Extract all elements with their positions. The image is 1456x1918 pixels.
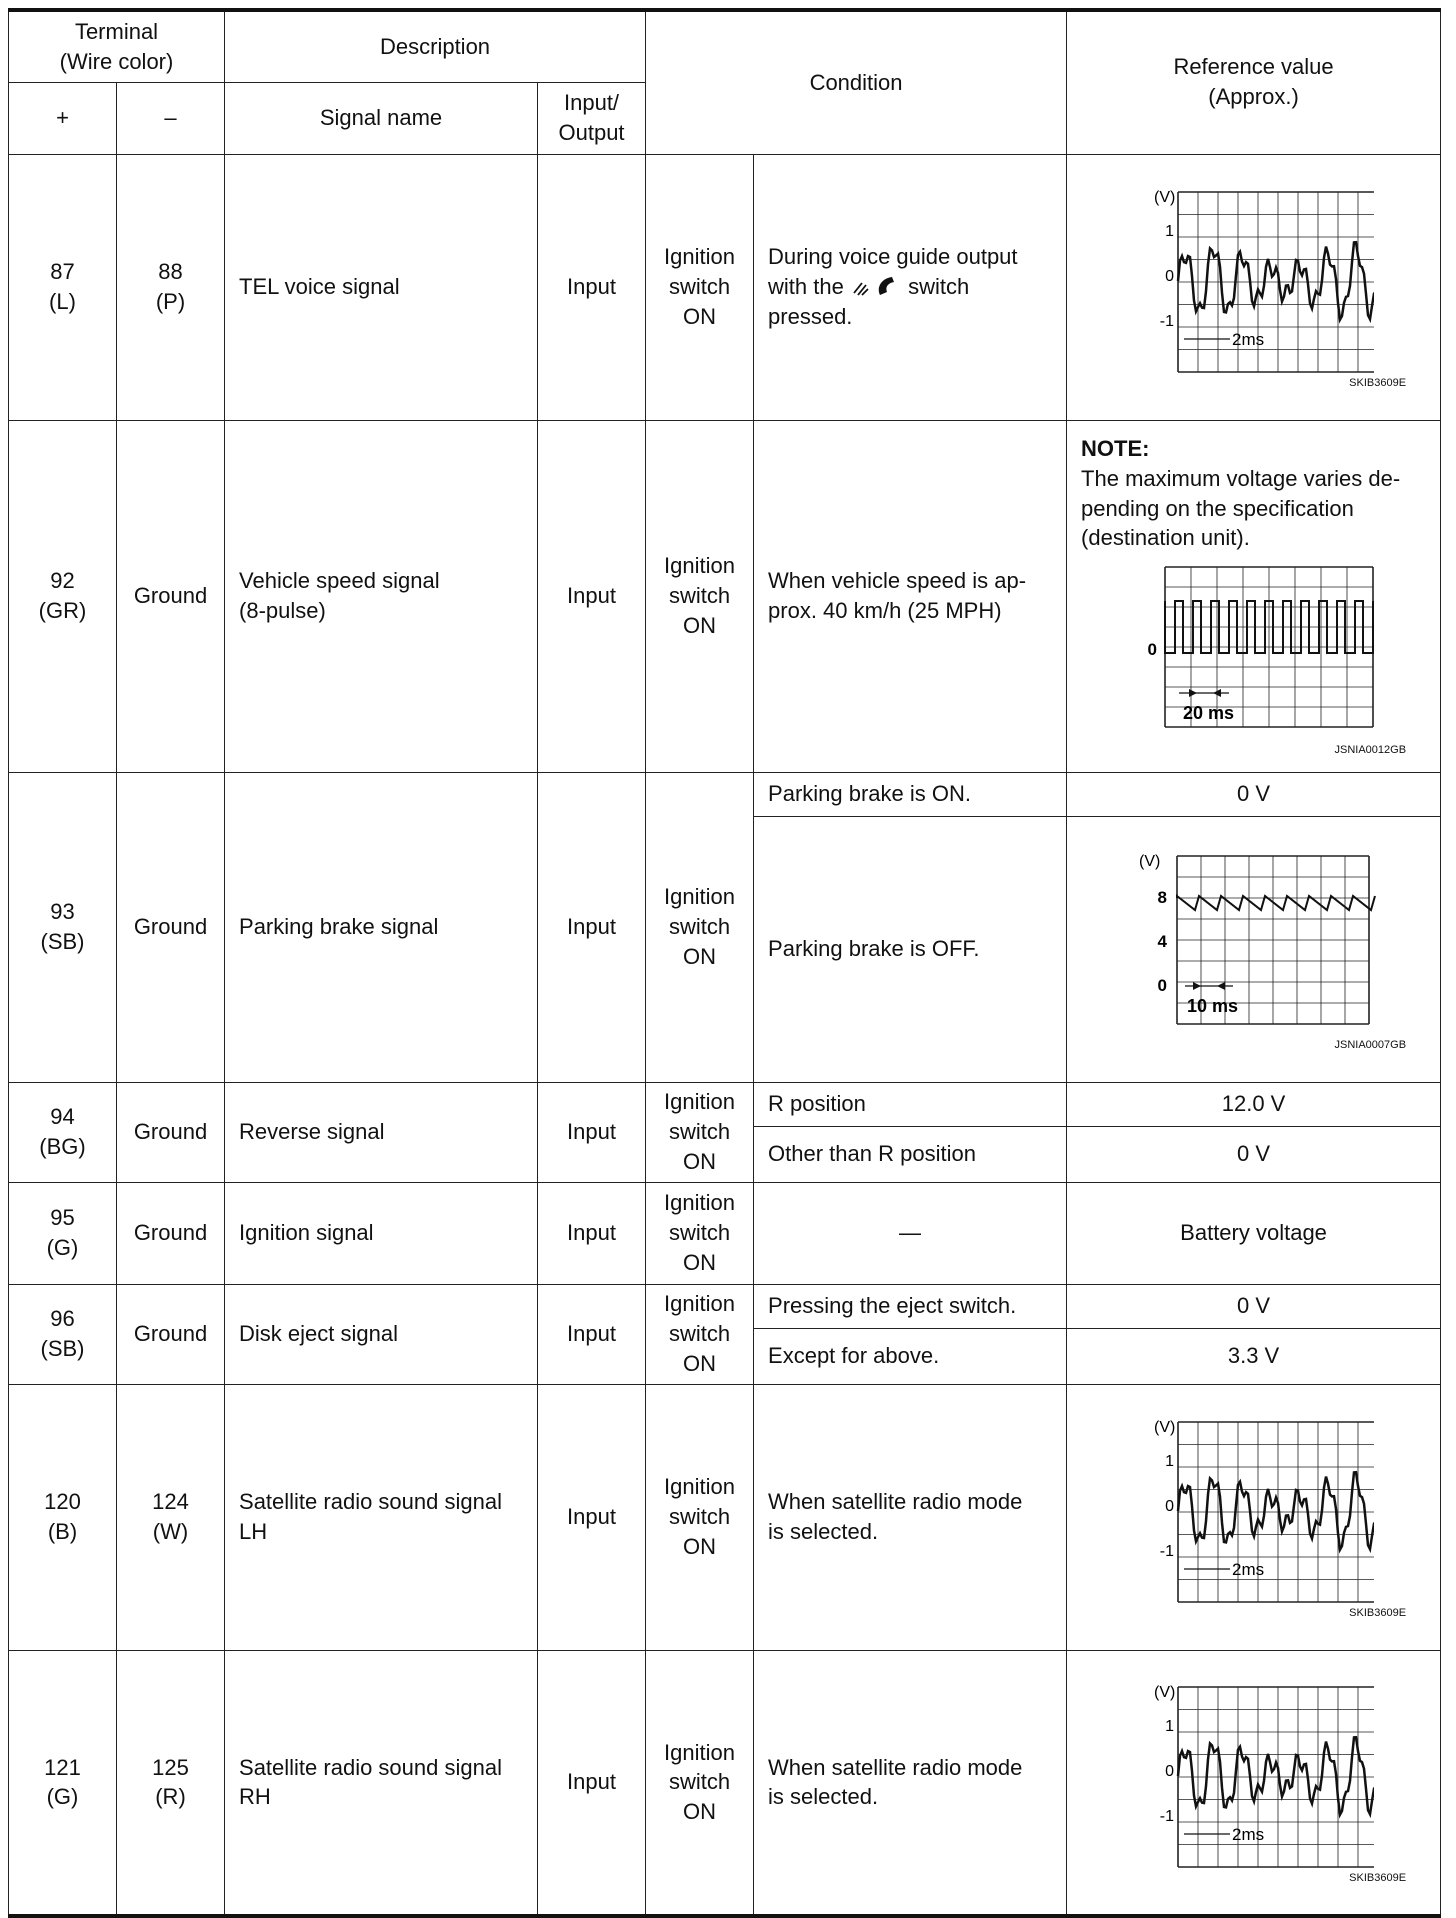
condition-text: R position (754, 1082, 1067, 1126)
condition-text: Pressing the eject switch. (754, 1284, 1067, 1328)
condition-text: Parking brake is OFF. (754, 816, 1067, 1082)
figure-code: SKIB3609E (1349, 1871, 1407, 1884)
table-row (9, 1650, 1441, 1916)
figure-code: JSNIA0007GB (1334, 1038, 1407, 1051)
reference-header: Reference value (Approx.) (1067, 10, 1441, 154)
y-tick-label: 0 (1164, 267, 1174, 285)
minus-terminal: Ground (117, 772, 225, 1082)
table-row (9, 1284, 1441, 1328)
time-scale-label: 2ms (1231, 329, 1264, 349)
table-row (9, 1182, 1441, 1284)
y-tick-label: 1 (1164, 1717, 1174, 1735)
plus-terminal: 120 (B) (9, 1384, 117, 1650)
condition-line: with the (768, 274, 844, 300)
audio-waveform-chart (1134, 1679, 1374, 1869)
y-tick-label: 0 (1164, 1762, 1174, 1780)
io-value: Input (538, 1182, 646, 1284)
io-header: Input/ Output (538, 82, 646, 154)
minus-terminal: Ground (117, 1284, 225, 1384)
axis-unit: (V) (1153, 1683, 1175, 1701)
table-row (9, 154, 1441, 420)
time-scale-label: 2ms (1231, 1559, 1264, 1579)
plus-terminal: 93 (SB) (9, 772, 117, 1082)
audio-waveform-chart (1134, 184, 1374, 374)
plus-terminal: 95 (G) (9, 1182, 117, 1284)
ignition-state: Ignition switch ON (646, 1384, 754, 1650)
signal-name-header: Signal name (225, 82, 538, 154)
y-tick-label: 1 (1164, 1452, 1174, 1470)
condition-text: When satellite radio mode is selected. (754, 1650, 1067, 1916)
plus-terminal: 121 (G) (9, 1650, 117, 1916)
time-scale-label: 20 ms (1182, 702, 1234, 723)
reference-value: 0 V (1067, 1126, 1441, 1182)
condition-text (754, 154, 1067, 420)
ignition-state: Ignition switch ON (646, 154, 754, 420)
y-tick-label: -1 (1159, 1807, 1174, 1825)
brake-waveform-chart (1129, 846, 1379, 1036)
io-value: Input (538, 1284, 646, 1384)
condition-header: Condition (646, 10, 1067, 154)
reference-waveform (1067, 1650, 1441, 1916)
signal-name: TEL voice signal (225, 154, 538, 420)
axis-unit: (V) (1138, 852, 1160, 870)
audio-waveform-chart (1134, 1414, 1374, 1604)
condition-text: — (754, 1182, 1067, 1284)
condition-text: Other than R position (754, 1126, 1067, 1182)
note-heading: NOTE: (1081, 436, 1150, 462)
io-value: Input (538, 1384, 646, 1650)
y-tick-label: 0 (1157, 975, 1167, 995)
y-tick-label: -1 (1159, 1542, 1174, 1560)
reference-waveform (1067, 154, 1441, 420)
pulse-waveform-chart (1129, 561, 1379, 741)
signal-name: Disk eject signal (225, 1284, 538, 1384)
ignition-state: Ignition switch ON (646, 772, 754, 1082)
condition-text: Except for above. (754, 1328, 1067, 1384)
io-value: Input (538, 420, 646, 772)
plus-header: + (9, 82, 117, 154)
reference-waveform (1067, 1384, 1441, 1650)
reference-value: 3.3 V (1067, 1328, 1441, 1384)
figure-code: JSNIA0012GB (1334, 743, 1407, 756)
ignition-state: Ignition switch ON (646, 420, 754, 772)
plus-terminal: 87 (L) (9, 154, 117, 420)
ignition-state: Ignition switch ON (646, 1182, 754, 1284)
y-tick-label: 1 (1164, 222, 1174, 240)
minus-terminal: Ground (117, 420, 225, 772)
io-value: Input (538, 1082, 646, 1182)
minus-terminal: 124 (W) (117, 1384, 225, 1650)
condition-line: pressed. (768, 303, 853, 329)
plus-terminal: 94 (BG) (9, 1082, 117, 1182)
signal-name: Vehicle speed signal (8-pulse) (225, 420, 538, 772)
reference-value: 0 V (1067, 1284, 1441, 1328)
y-tick-label: 0 (1164, 1497, 1174, 1515)
condition-line: switch (908, 274, 970, 300)
time-scale-label: 10 ms (1186, 995, 1238, 1016)
reference-value: 0 V (1067, 772, 1441, 816)
minus-terminal: Ground (117, 1082, 225, 1182)
y-tick-label: 4 (1157, 931, 1167, 951)
minus-terminal: 125 (R) (117, 1650, 225, 1916)
plus-terminal: 96 (SB) (9, 1284, 117, 1384)
figure-code: SKIB3609E (1349, 376, 1407, 389)
signal-name: Parking brake signal (225, 772, 538, 1082)
reference-waveform (1067, 816, 1441, 1082)
condition-line: During voice guide output (768, 244, 1018, 270)
condition-text: When satellite radio mode is selected. (754, 1384, 1067, 1650)
io-value: Input (538, 154, 646, 420)
signal-name: Reverse signal (225, 1082, 538, 1182)
minus-terminal: 88 (P) (117, 154, 225, 420)
io-value: Input (538, 1650, 646, 1916)
ignition-state: Ignition switch ON (646, 1082, 754, 1182)
terminal-reference-table (8, 8, 1441, 1918)
table-row (9, 772, 1441, 816)
y-tick-label: 0 (1147, 639, 1157, 659)
y-tick-label: 8 (1157, 887, 1167, 907)
table-row (9, 1082, 1441, 1126)
minus-terminal: Ground (117, 1182, 225, 1284)
condition-text: When vehicle speed is ap- prox. 40 km/h (25 MPH) (754, 420, 1067, 772)
reference-note (1067, 420, 1441, 772)
voice-phone-switch-icon (850, 275, 902, 297)
terminal-header: Terminal (Wire color) (9, 10, 225, 82)
signal-name: Satellite radio sound signal RH (225, 1650, 538, 1916)
reference-value: Battery voltage (1067, 1182, 1441, 1284)
signal-name: Ignition signal (225, 1182, 538, 1284)
signal-name: Satellite radio sound signal LH (225, 1384, 538, 1650)
io-value: Input (538, 772, 646, 1082)
time-scale-label: 2ms (1231, 1824, 1264, 1844)
minus-header: – (117, 82, 225, 154)
y-tick-label: -1 (1159, 312, 1174, 330)
ignition-state: Ignition switch ON (646, 1650, 754, 1916)
table-row (9, 1384, 1441, 1650)
description-header: Description (225, 10, 646, 82)
note-text: The maximum voltage varies de- pending on the specification (destination unit). (1081, 465, 1401, 551)
table-row (9, 420, 1441, 772)
figure-code: SKIB3609E (1349, 1606, 1407, 1619)
plus-terminal: 92 (GR) (9, 420, 117, 772)
axis-unit: (V) (1153, 188, 1175, 206)
condition-text: Parking brake is ON. (754, 772, 1067, 816)
ignition-state: Ignition switch ON (646, 1284, 754, 1384)
reference-value: 12.0 V (1067, 1082, 1441, 1126)
axis-unit: (V) (1153, 1418, 1175, 1436)
